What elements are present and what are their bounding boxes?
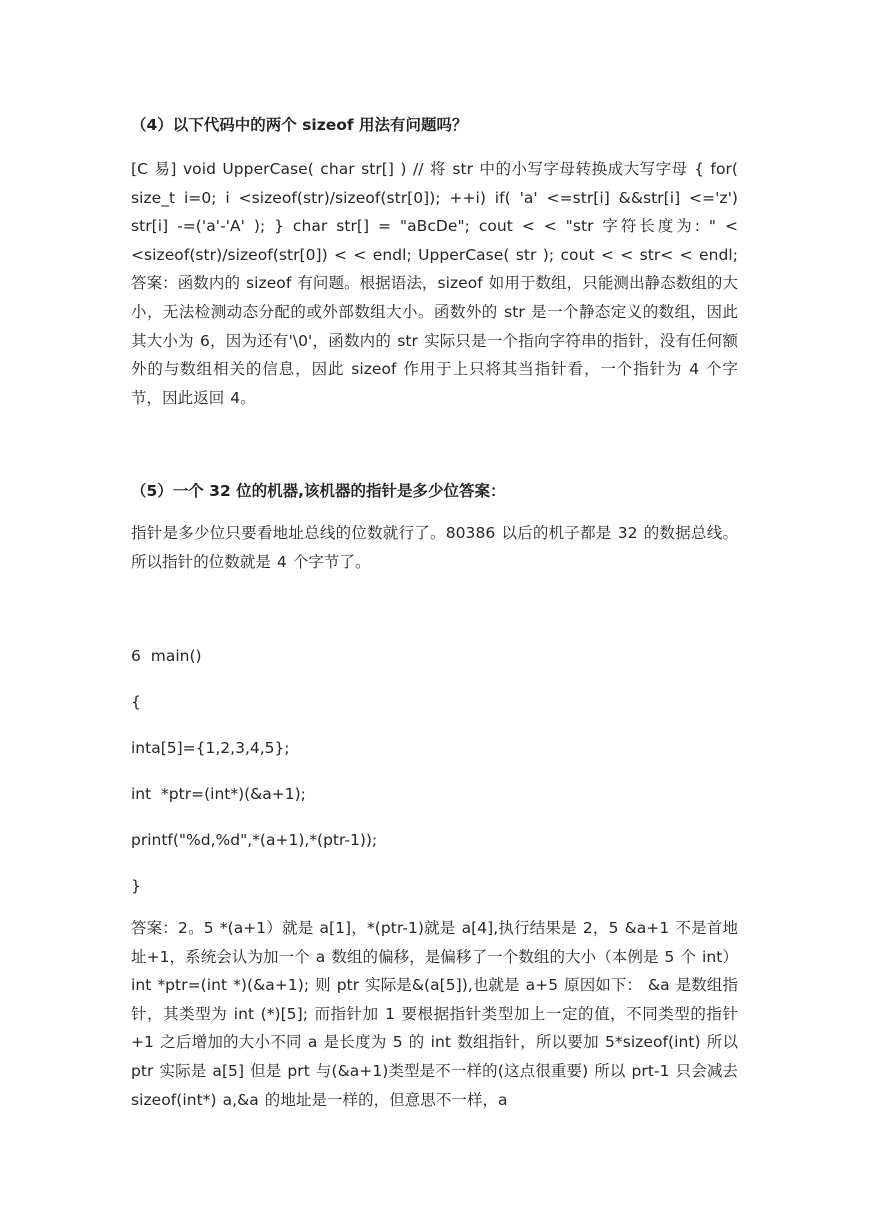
code-line-3: inta[5]={1,2,3,4,5}; [131, 739, 290, 757]
code-line-5: printf("%d,%d",*(a+1),*(ptr-1)); [131, 831, 378, 849]
question-6-answer: 答案：2。5 *(a+1）就是 a[1]，*(ptr-1)就是 a[4],执行结果是 2，5 &a+1 不是首地址+1，系统会认为加一个 a 数组的偏移，是偏移了一个数组的大小（本例是 5 个 int） int *ptr=(int *)(&a+1); 则 ptr 实际是&(a[5]),也就是 a+5 原因如下： &a 是数组指针，其类型为 int (*)[5]; 而指针加 1 要根据指针类型加上一定的值，不同类型的指针+1 之后增加的大小不同 a 是长度为 5 的 int 数组指针，所以要加 5*sizeof(int) 所以 ptr 实际是 a[5] 但是 prt 与(&a+1)类型是不一样的(这点很重要) 所以 prt-1 只会减去 sizeof(int*) a,&a 的地址是一样的，但意思不一样，a [131, 919, 738, 1109]
question-4-body: [C 易] void UpperCase( char str[] ) // 将 str 中的小写字母转换成大写字母 { for( size_t i=0; i <sizeof(str)/sizeof(str[0]); ++i) if( 'a' <=str[i] &&str[i] <='z') str[i] -=('a'-'A' ); } char str[] = "aBcDe"; cout < < "str 字符长度为: " < <sizeof(str)/sizeof(str[0]) < < endl; UpperCase( str ); cout < < str< < endl; 答案：函数内的 sizeof 有问题。根据语法，sizeof 如用于数组，只能测出静态数组的大小，无法检测动态分配的或外部数组大小。函数外的 str 是一个静态定义的数组，因此其大小为 6，因为还有'\0'，函数内的 str 实际只是一个指向字符串的指针，没有任何额外的与数组相关的信息，因此 sizeof 作用于上只将其当指针看，一个指针为 4 个字节，因此返回 4。 [131, 160, 738, 407]
question-4-heading: （4）以下代码中的两个 sizeof 用法有问题吗？ [131, 116, 468, 134]
question-5-body: 指针是多少位只要看地址总线的位数就行了。80386 以后的机子都是 32 的数据总线。所以指针的位数就是 4 个字节了。 [131, 524, 738, 571]
code-line-6: } [131, 877, 141, 895]
code-line-1: 6 main() [131, 647, 202, 665]
code-line-4: int *ptr=(int*)(&a+1); [131, 785, 306, 803]
code-line-2: { [131, 693, 141, 711]
question-5-heading: （5）一个 32 位的机器,该机器的指针是多少位答案： [131, 482, 506, 500]
